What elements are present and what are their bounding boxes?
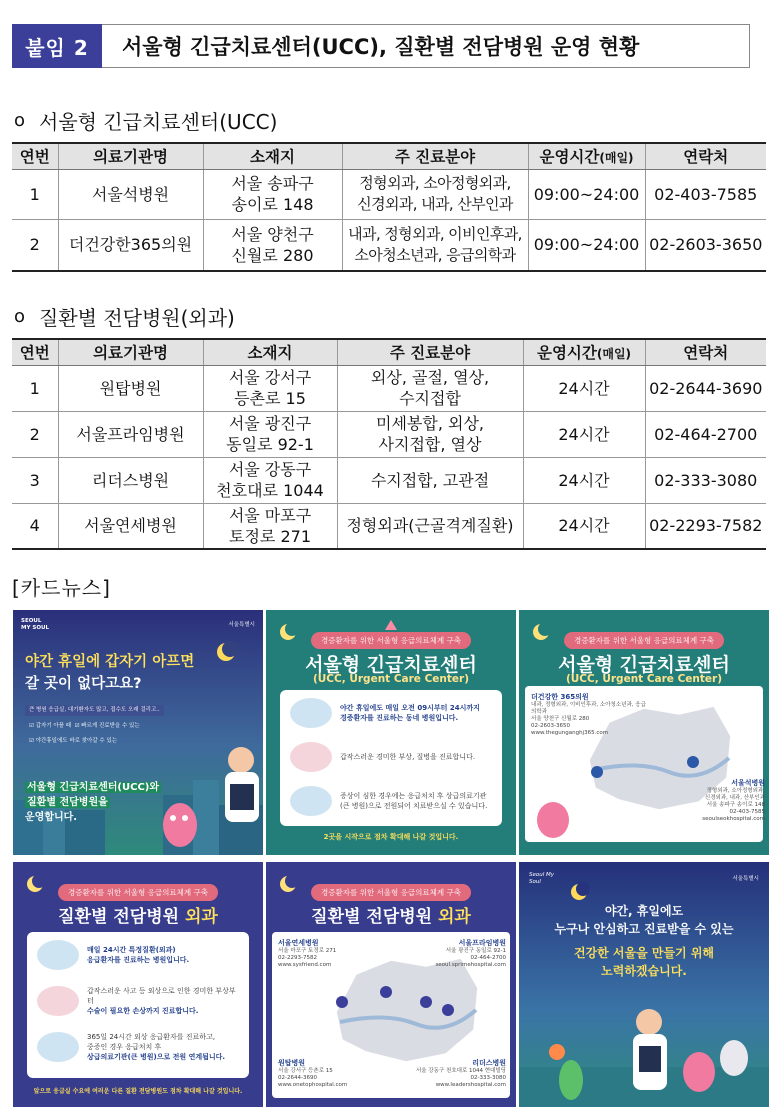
attachment-header xyxy=(12,24,750,68)
seoul-my-soul-logo: Seoul My Soul xyxy=(529,872,555,885)
card6-line-3: 건강한 서울을 만들기 위해 xyxy=(573,946,715,960)
ucc-section-heading xyxy=(14,106,277,135)
cell-no: 4 xyxy=(12,503,58,549)
cell-address: 서울 송파구 송이로 148 xyxy=(203,169,342,219)
cardnews-card-1 xyxy=(13,610,263,855)
dedicated-heading-text: 질환별 전담병원(외과) xyxy=(39,306,235,330)
injury-icon xyxy=(290,742,332,772)
cell-field: 외상, 골절, 열상, 수지접합 xyxy=(337,365,523,411)
cardnews-label: [카드뉴스] xyxy=(12,576,111,600)
card5-hospital-3: 원탑병원 서울 강서구 등촌로 15 02-2644-3690 www.onetophospital.com xyxy=(278,1059,348,1088)
card4-tagline: 경증환자를 위한 서울형 응급의료체계 구축 xyxy=(58,884,218,901)
cardnews-card-6 xyxy=(519,862,769,1107)
col-header-phone: 연락처 xyxy=(645,339,766,365)
cell-hours: 24시간 xyxy=(523,365,645,411)
card4-title: 질환별 전담병원 외과 xyxy=(58,907,218,927)
cell-field: 정형외과, 소아정형외과, 신경외과, 내과, 산부인과 xyxy=(342,169,528,219)
card4-row-3: 365일 24시간 외상 응급환자를 진료하고, 중증인 경우 응급처치 후 상급의료기관(큰 병원)으로 전원 연계됩니다. xyxy=(37,1032,241,1062)
cell-no: 1 xyxy=(12,169,58,219)
bullet-icon: o xyxy=(14,306,26,327)
table-row xyxy=(12,457,766,503)
cell-hours: 09:00~24:00 xyxy=(528,219,645,271)
ucc-heading-text: 서울형 긴급치료센터(UCC) xyxy=(39,110,278,134)
cell-phone: 02-2293-7582 xyxy=(645,503,766,549)
cell-hours: 24시간 xyxy=(523,503,645,549)
card3-hospital-1: 더건강한 365의원 내과, 정형외과, 이비인후과, 소아청소년과, 응급의학과 서울 양천구 신월로 280 02-2603-3650 www.thegunganghj365.com xyxy=(531,693,646,736)
table-row xyxy=(12,503,766,549)
cell-name: 서울석병원 xyxy=(58,169,203,219)
cell-phone: 02-2644-3690 xyxy=(645,365,766,411)
card5-tagline: 경증환자를 위한 서울형 응급의료체계 구축 xyxy=(311,884,471,901)
cell-field: 정형외과(근골격계질환) xyxy=(337,503,523,549)
card4-row-1: 매일 24시간 특정질환(외과) 응급환자를 진료하는 병원입니다. xyxy=(37,940,241,970)
col-header-hours: 운영시간(매일) xyxy=(528,143,645,169)
hospital-icon xyxy=(290,698,332,728)
cell-field: 미세봉합, 외상, 사지접합, 열상 xyxy=(337,411,523,457)
col-header-name: 의료기관명 xyxy=(58,143,203,169)
cell-no: 1 xyxy=(12,365,58,411)
cell-field: 내과, 정형외과, 이비인후과, 소아청소년과, 응급의학과 xyxy=(342,219,528,271)
col-header-address: 소재지 xyxy=(203,339,337,365)
dedicated-section-heading xyxy=(14,302,235,331)
card4-info-panel xyxy=(27,932,249,1078)
cell-name: 더건강한365의원 xyxy=(58,219,203,271)
card3-hospital-2: 서울석병원 정형외과, 소아정형외과, 신경외과, 내과, 산부인과 서울 송파구 송이로 148 02-403-7585 seoulseokhospital.com xyxy=(702,779,765,822)
card1-check-2: ☑ 야간휴일에도 바로 찾아갈 수 있는 xyxy=(29,738,118,744)
card4-row-2: 갑작스러운 사고 등 외상으로 인한 경미한 부상부터 수술이 필요한 손상까지 진료합니다. xyxy=(37,986,241,1016)
card5-title: 질환별 전담병원 외과 xyxy=(311,907,471,927)
cell-no: 3 xyxy=(12,457,58,503)
card6-line-1: 야간, 휴일에도 xyxy=(604,904,684,918)
table-row xyxy=(12,411,766,457)
cell-phone: 02-333-3080 xyxy=(645,457,766,503)
page-title: 서울형 긴급치료센터(UCC), 질환별 전담병원 운영 현황 xyxy=(102,24,750,68)
characters-illustration xyxy=(519,862,769,1107)
cell-field: 수지접합, 고관절 xyxy=(337,457,523,503)
cell-address: 서울 강서구 등촌로 15 xyxy=(203,365,337,411)
card6-line-4: 노력하겠습니다. xyxy=(601,964,687,978)
col-header-hours: 운영시간(매일) xyxy=(523,339,645,365)
cell-phone: 02-464-2700 xyxy=(645,411,766,457)
card1-title-line1: 야간 휴일에 갑자기 아프면 xyxy=(25,654,195,670)
table-row xyxy=(12,365,766,411)
seoul-city-logo: 서울특별시 xyxy=(732,876,759,882)
cell-no: 2 xyxy=(12,219,58,271)
cell-address: 서울 마포구 토정로 271 xyxy=(203,503,337,549)
cell-address: 서울 양천구 신월로 280 xyxy=(203,219,342,271)
card3-subtitle: (UCC, Urgent Care Center) xyxy=(565,673,723,685)
attachment-badge: 붙임 2 xyxy=(12,24,102,68)
cell-hours: 24시간 xyxy=(523,457,645,503)
card2-title: 서울형 긴급치료센터 xyxy=(305,654,477,676)
cell-address: 서울 광진구 동일로 92-1 xyxy=(203,411,337,457)
card5-hospital-2: 서울프라임병원 서울 광진구 동일로 92-1 02-464-2700 seoul.sprimehospital.com xyxy=(435,939,506,968)
card2-row-3: 증상이 심한 경우에는 응급처치 후 상급의료기관 (큰 병원)으로 전원되어 치료받으실 수 있습니다. xyxy=(290,786,494,816)
seoul-city-logo: 서울특별시 xyxy=(228,622,255,628)
cell-phone: 02-2603-3650 xyxy=(645,219,766,271)
seoul-my-soul-logo: SEOUL MY SOUL xyxy=(21,618,49,631)
cell-hours: 24시간 xyxy=(523,411,645,457)
col-header-no: 연번 xyxy=(12,339,58,365)
col-header-phone: 연락처 xyxy=(645,143,766,169)
card5-hospital-1: 서울연세병원 서울 마포구 토정로 271 02-2293-7582 www.sysfriend.com xyxy=(278,939,337,968)
cell-name: 리더스병원 xyxy=(58,457,203,503)
card2-footer: 2곳을 시작으로 점차 확대해 나갈 것입니다. xyxy=(323,833,459,841)
col-header-name: 의료기관명 xyxy=(58,339,203,365)
card2-row-1: 야간 휴일에도 매일 오전 09시부터 24시까지 경증환자를 진료하는 동네 병원입니다. xyxy=(290,698,494,728)
card1-check-1: ☑ 갑자기 아플 때 ☑ 빠르게 진료받을 수 있는 xyxy=(29,723,140,729)
col-header-field: 주 진료분야 xyxy=(337,339,523,365)
ucc-table xyxy=(12,142,766,272)
cell-phone: 02-403-7585 xyxy=(645,169,766,219)
ambulance-icon xyxy=(290,786,332,816)
cardnews-card-4 xyxy=(13,862,263,1107)
dedicated-table xyxy=(12,338,766,550)
cell-hours: 09:00~24:00 xyxy=(528,169,645,219)
card2-tagline: 경증환자를 위한 서울형 응급의료체계 구축 xyxy=(311,632,471,649)
ambulance-icon xyxy=(37,1032,79,1062)
cell-no: 2 xyxy=(12,411,58,457)
cell-name: 서울연세병원 xyxy=(58,503,203,549)
card1-text: 큰 병원 응급실, 대기환자도 많고, 접수도 오래 걸리고.. xyxy=(25,705,164,716)
card3-tagline: 경증환자를 위한 서울형 응급의료체계 구축 xyxy=(564,632,724,649)
table-header-row xyxy=(12,143,766,169)
col-header-field: 주 진료분야 xyxy=(342,143,528,169)
cell-address: 서울 강동구 천호대로 1044 xyxy=(203,457,337,503)
cardnews-card-5 xyxy=(266,862,516,1107)
card3-title: 서울형 긴급치료센터 xyxy=(558,654,730,676)
table-row xyxy=(12,169,766,219)
cell-name: 원탑병원 xyxy=(58,365,203,411)
card5-hospital-4: 리더스병원 서울 강동구 천호대로 1044 현대빌딩 02-333-3080 www.leadershospital.com xyxy=(415,1059,506,1088)
card2-subtitle: (UCC, Urgent Care Center) xyxy=(312,673,470,685)
col-header-address: 소재지 xyxy=(203,143,342,169)
col-header-no: 연번 xyxy=(12,143,58,169)
bullet-icon: o xyxy=(14,110,26,131)
card1-callout: 서울형 긴급치료센터(UCC)와 질환별 전담병원을 운영합니다. xyxy=(25,782,160,823)
injury-icon xyxy=(37,986,79,1016)
card1-title-line2: 갈 곳이 없다고요? xyxy=(25,676,142,692)
cardnews-card-3 xyxy=(519,610,769,855)
table-header-row xyxy=(12,339,766,365)
table-row xyxy=(12,219,766,271)
card4-footer: 앞으로 응급실 수요에 여러운 다른 질환 전담병원도 점차 확대해 나갈 것입니다. xyxy=(33,1088,243,1095)
cell-name: 서울프라임병원 xyxy=(58,411,203,457)
card2-row-2: 갑작스러운 경미한 부상, 질병을 진료합니다. xyxy=(290,742,494,772)
card6-line-2: 누구나 안심하고 진료받을 수 있는 xyxy=(554,922,734,936)
hospital-icon xyxy=(37,940,79,970)
card2-info-panel xyxy=(280,690,502,826)
cardnews-card-2 xyxy=(266,610,516,855)
